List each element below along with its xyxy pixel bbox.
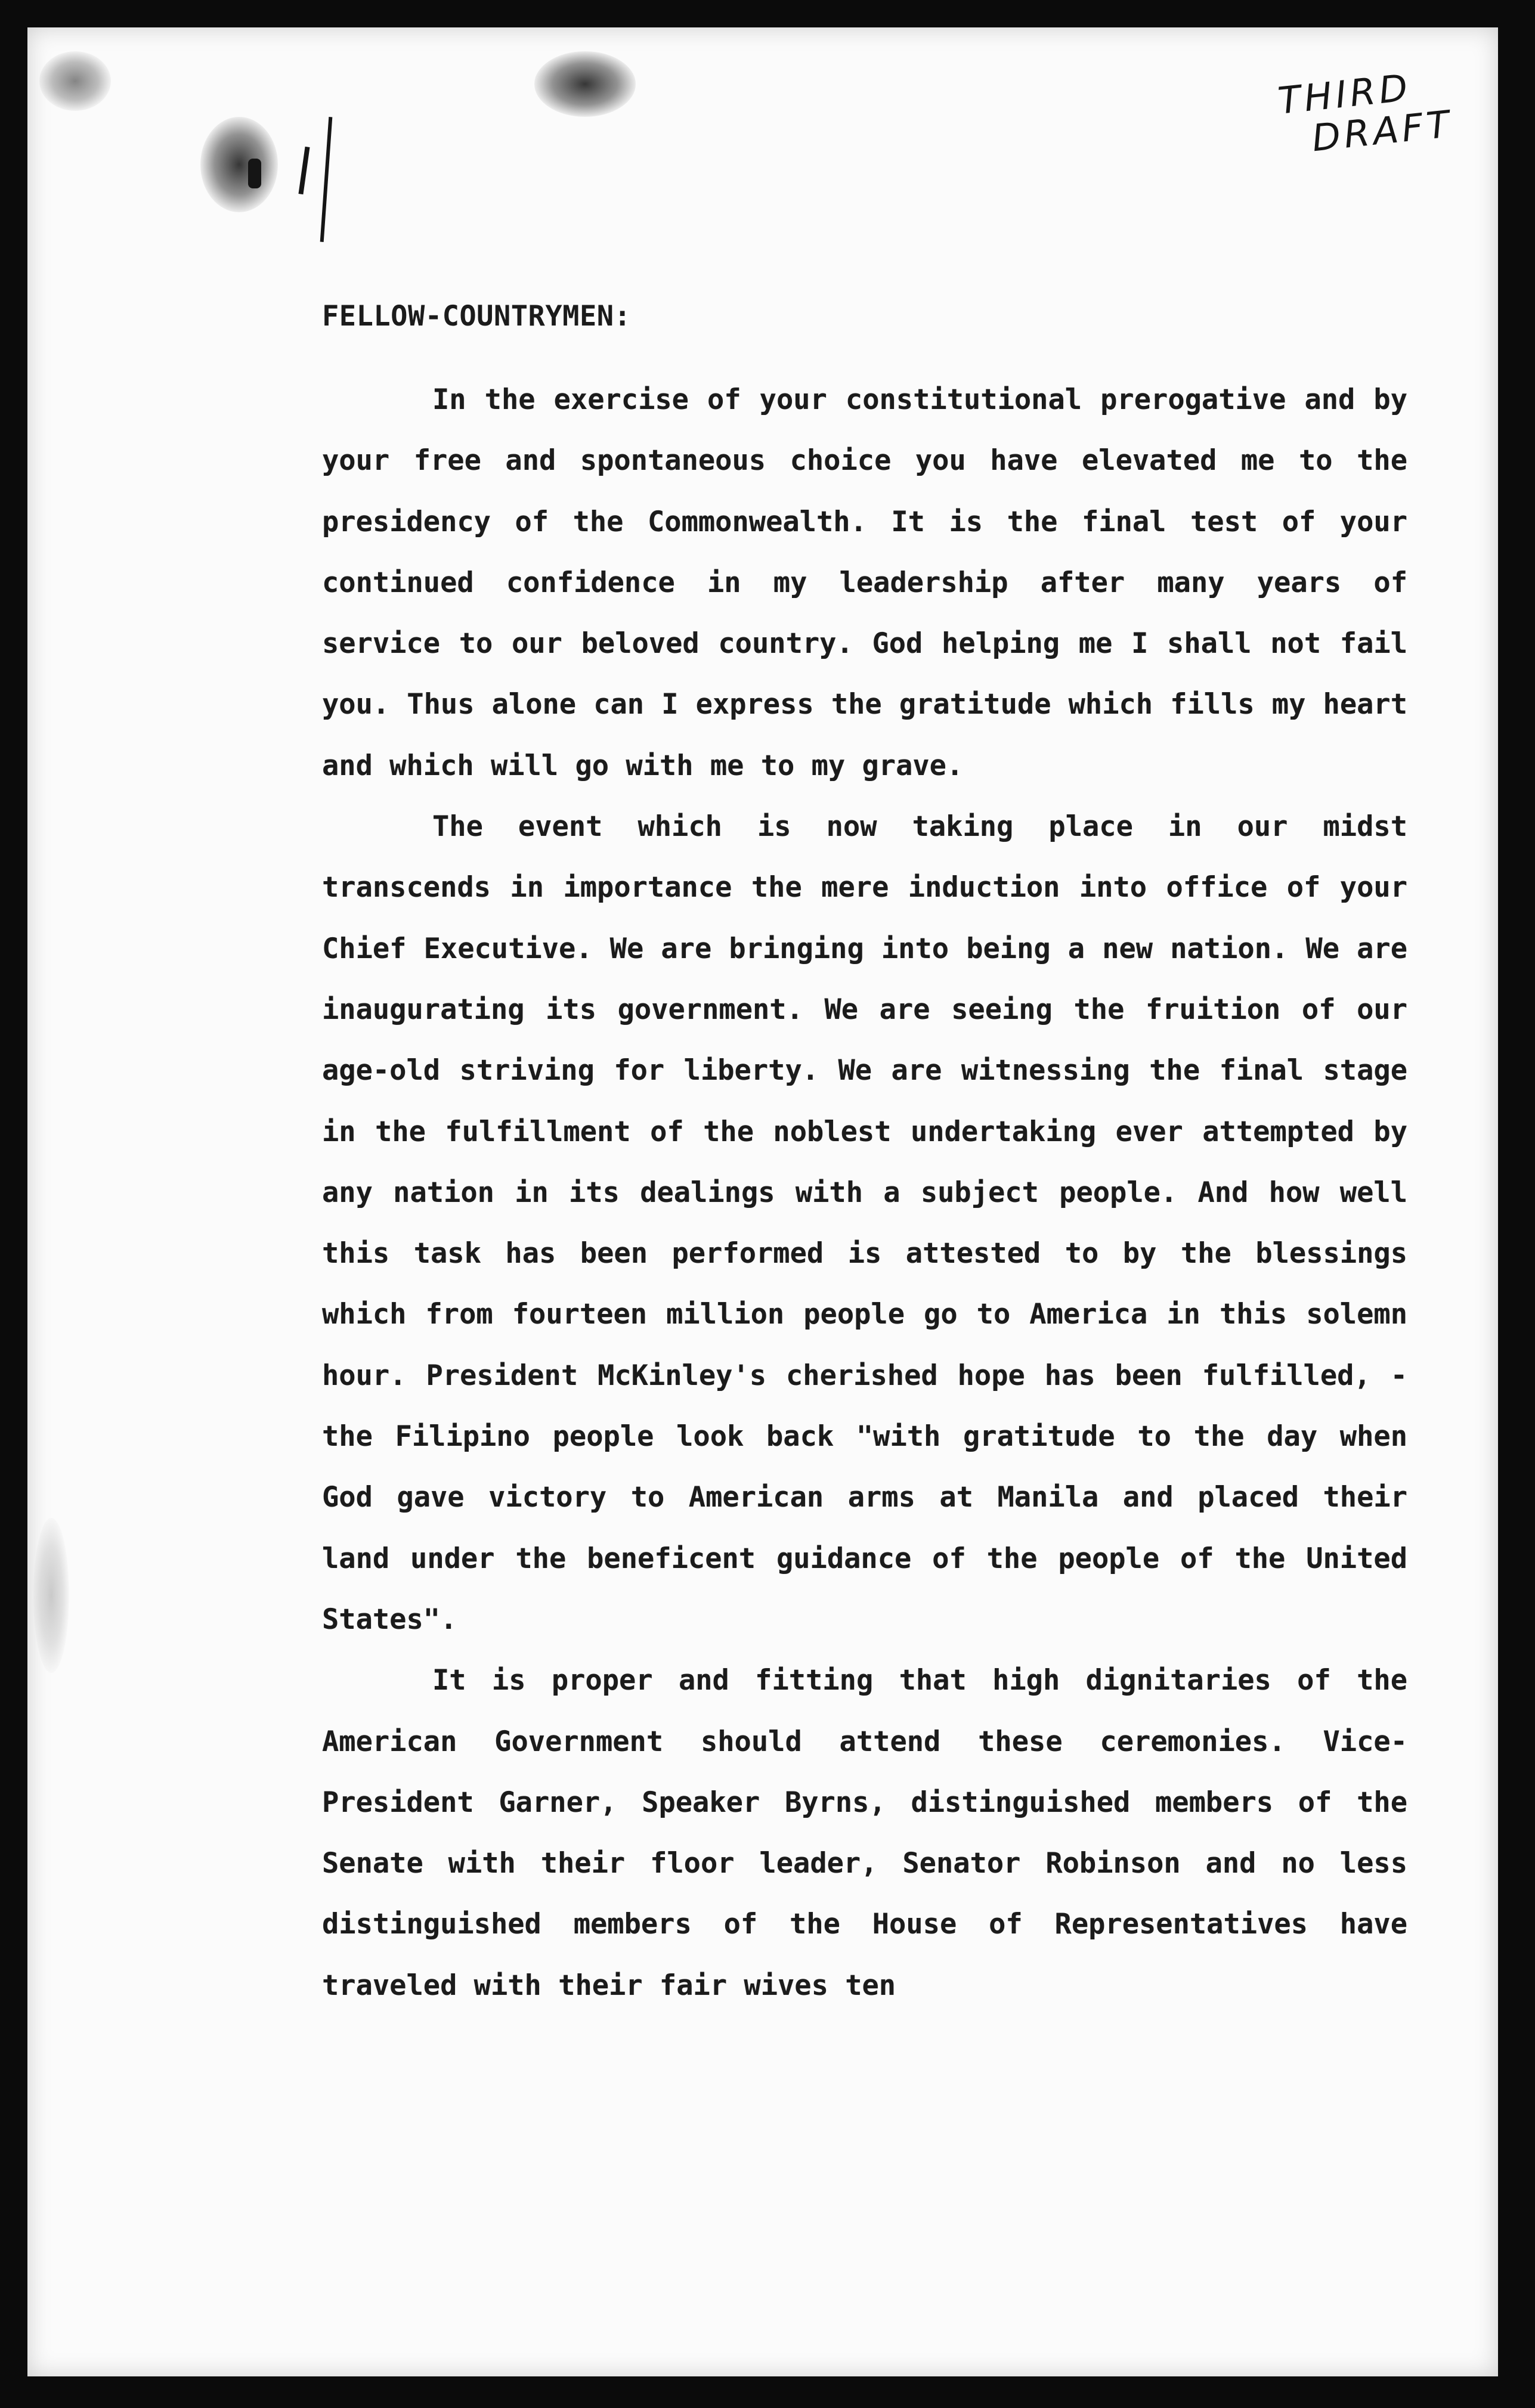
- paragraph: It is proper and fitting that high dignitaries of the American Government should attend these ceremonies. Vice-President Garner, Speaker Byrns, distinguished members of the Senate with their floor leader, Senator Robinson and no less distinguished members of the House of Representatives have traveled with their fair wives ten: [322, 1664, 1407, 2002]
- paragraph: In the exercise of your constitutional prerogative and by your free and spontaneous choice you have elevated me to the presidency of the Commonwealth. It is the final test of your continued confidence in my leadership after many years of service to our beloved country. God helping me I shall not fail you. Thus alone can I express the gratitude which fills my heart and which will go with me to my grave.: [322, 383, 1407, 782]
- document-body: [322, 286, 1407, 2016]
- handwritten-note-line: THIRD: [1276, 65, 1413, 123]
- ink-mark: [320, 117, 333, 242]
- paragraph: The event which is now taking place in our midst transcends in importance the mere induction into office of your Chief Executive. We are bringing into being a new nation. We are inaugurating its government. We are seeing the fruition of our age-old striving for liberty. We are witnessing the final stage in the fulfillment of the noblest undertaking ever attempted by any nation in its dealings with a subject people. And how well this task has been performed is attested to by the blessings which from fourteen million people go to America in this solemn hour. President McKinley's cherished hope has been fulfilled, - the Filipino people look back "with gratitude to the day when God gave victory to American arms at Manila and placed their land under the beneficent guidance of the people of the United States".: [322, 810, 1407, 1636]
- salutation: FELLOW-COUNTRYMEN:: [322, 300, 632, 333]
- ink-smudge: [39, 51, 111, 111]
- handwritten-note-line: DRAFT: [1310, 102, 1455, 160]
- ink-smudge: [534, 51, 636, 117]
- ink-smudge: [33, 1518, 69, 1673]
- ink-mark: [298, 147, 310, 194]
- ink-smudge: [200, 117, 278, 212]
- ink-mark: [248, 159, 261, 188]
- handwritten-draft-note: [1276, 58, 1510, 162]
